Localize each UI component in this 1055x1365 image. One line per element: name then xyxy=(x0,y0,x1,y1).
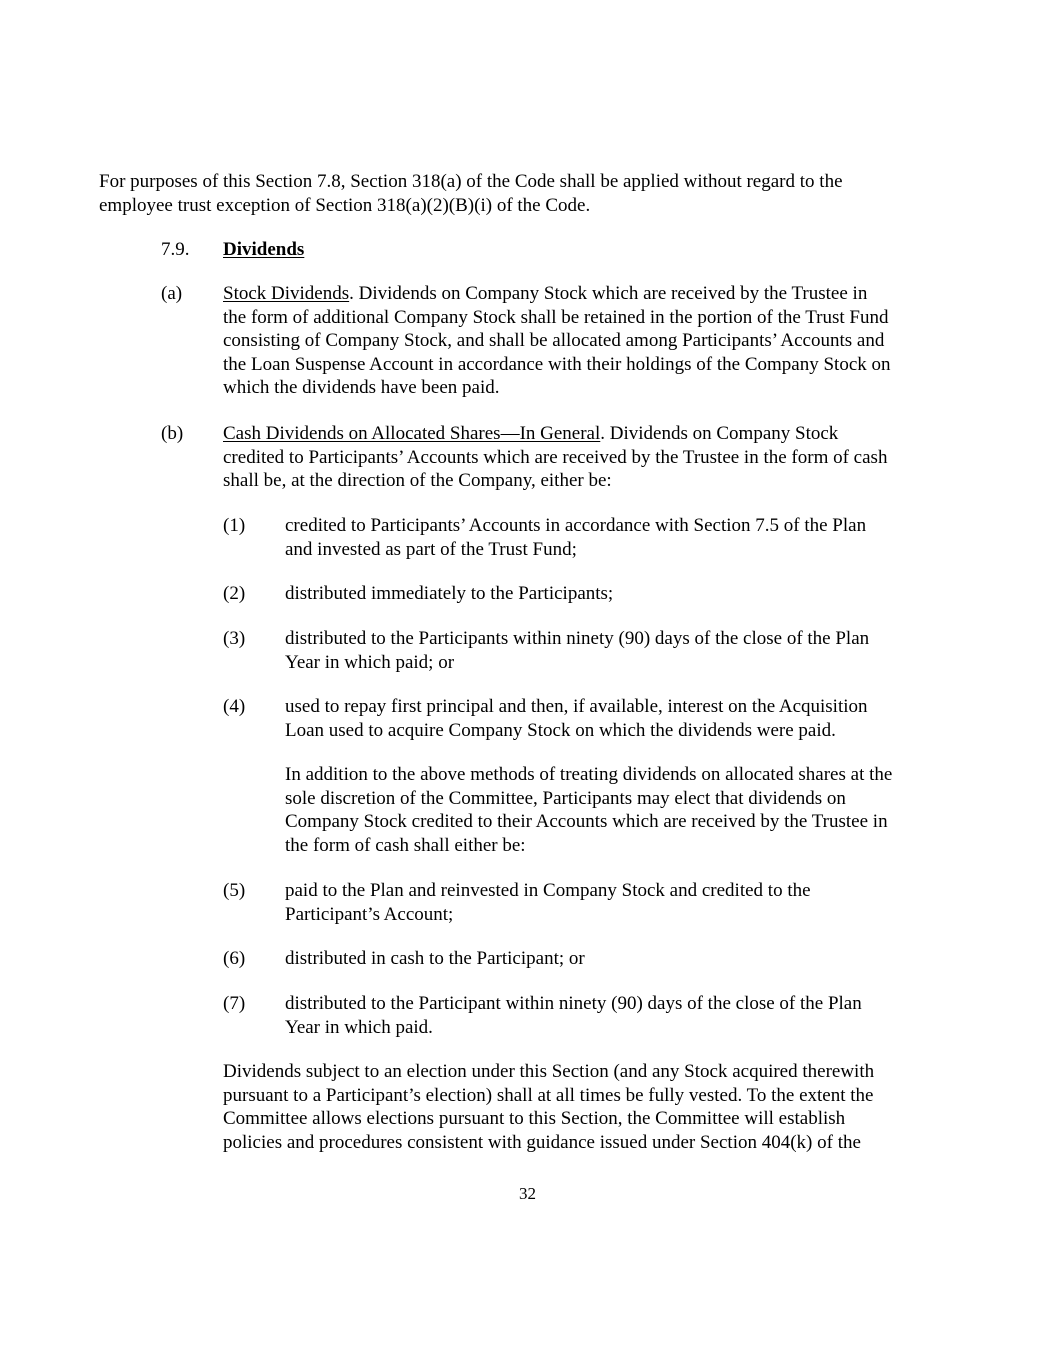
sub-item-text xyxy=(285,695,868,742)
election-item-line: distributed to the Participant within ninety (90) days of the close of the Plan xyxy=(285,993,862,1014)
election-item-line: Year in which paid. xyxy=(285,1016,433,1038)
closing-line: pursuant to a Participant’s election) shall at all times be fully vested. To the extent the xyxy=(223,1084,874,1106)
election-item-text xyxy=(285,992,862,1039)
closing-line: Dividends subject to an election under this Section (and any Stock acquired therewith xyxy=(223,1061,875,1082)
intro-line: For purposes of this Section 7.8, Section 318(a) of the Code shall be applied without regard to the xyxy=(99,171,843,192)
election-item-label: (5) xyxy=(223,880,246,901)
item-b-paragraph xyxy=(223,422,887,493)
sub-item-label: (4) xyxy=(223,696,246,717)
item-a-line: the Loan Suspense Account in accordance with their holdings of the Company Stock on xyxy=(223,353,891,375)
sub-item-text xyxy=(285,582,613,606)
sub-item-text xyxy=(285,627,869,674)
sub-item-label: (2) xyxy=(223,583,246,604)
election-item-line: Participant’s Account; xyxy=(285,903,454,925)
closing-paragraph xyxy=(223,1060,874,1154)
sub-item-label: (1) xyxy=(223,515,246,536)
sub-item-line: Year in which paid; or xyxy=(285,651,455,673)
item-b-heading: Cash Dividends on Allocated Shares—In General xyxy=(223,423,601,444)
item-a-paragraph xyxy=(223,282,891,400)
sub-item-line: distributed immediately to the Participants; xyxy=(285,583,614,604)
sub-item-line: credited to Participants’ Accounts in accordance with Section 7.5 of the Plan xyxy=(285,515,867,536)
sub-item-line: distributed to the Participants within ninety (90) days of the close of the Plan xyxy=(285,628,870,649)
election-item-line: distributed in cash to the Participant; or xyxy=(285,948,585,969)
election-item-text xyxy=(285,947,585,971)
addition-line: In addition to the above methods of treating dividends on allocated shares at the xyxy=(285,764,893,785)
intro-paragraph xyxy=(99,170,843,217)
item-a-heading: Stock Dividends xyxy=(223,283,350,304)
intro-line: employee trust exception of Section 318(a)(2)(B)(i) of the Code. xyxy=(99,194,591,216)
section-title: Dividends xyxy=(223,239,305,260)
election-item-text xyxy=(285,879,811,926)
section-number: 7.9. xyxy=(161,239,190,260)
sub-item-text xyxy=(285,514,866,561)
item-b-line: credited to Participants’ Accounts which are received by the Trustee in the form of cash xyxy=(223,446,888,468)
item-a-line: . Dividends on Company Stock which are received by the Trustee in xyxy=(349,283,868,304)
election-item-label: (7) xyxy=(223,993,246,1014)
item-a-line: which the dividends have been paid. xyxy=(223,377,500,399)
item-a-line: consisting of Company Stock, and shall be allocated among Participants’ Accounts and xyxy=(223,330,885,352)
addition-line: the form of cash shall either be: xyxy=(285,834,526,856)
sub-item-line: used to repay first principal and then, if available, interest on the Acquisition xyxy=(285,696,868,717)
addition-paragraph xyxy=(285,763,892,857)
addition-line: Company Stock credited to their Accounts which are received by the Trustee in xyxy=(285,811,888,833)
item-a-label: (a) xyxy=(161,283,183,304)
addition-line: sole discretion of the Committee, Participants may elect that dividends on xyxy=(285,787,846,809)
page-number: 32 xyxy=(519,1184,536,1203)
item-b-line: . Dividends on Company Stock xyxy=(600,423,839,444)
closing-line: Committee allows elections pursuant to this Section, the Committee will establish xyxy=(223,1108,846,1130)
election-item-label: (6) xyxy=(223,948,246,969)
item-b-label: (b) xyxy=(161,423,184,444)
item-a-line: the form of additional Company Stock shall be retained in the portion of the Trust Fund xyxy=(223,306,889,328)
election-item-line: paid to the Plan and reinvested in Company Stock and credited to the xyxy=(285,880,811,901)
sub-item-label: (3) xyxy=(223,628,246,649)
sub-item-line: Loan used to acquire Company Stock on which the dividends were paid. xyxy=(285,719,836,741)
item-b-line: shall be, at the direction of the Company, either be: xyxy=(223,470,612,492)
closing-line: policies and procedures consistent with guidance issued under Section 404(k) of the xyxy=(223,1131,861,1153)
sub-item-line: and invested as part of the Trust Fund; xyxy=(285,538,577,560)
